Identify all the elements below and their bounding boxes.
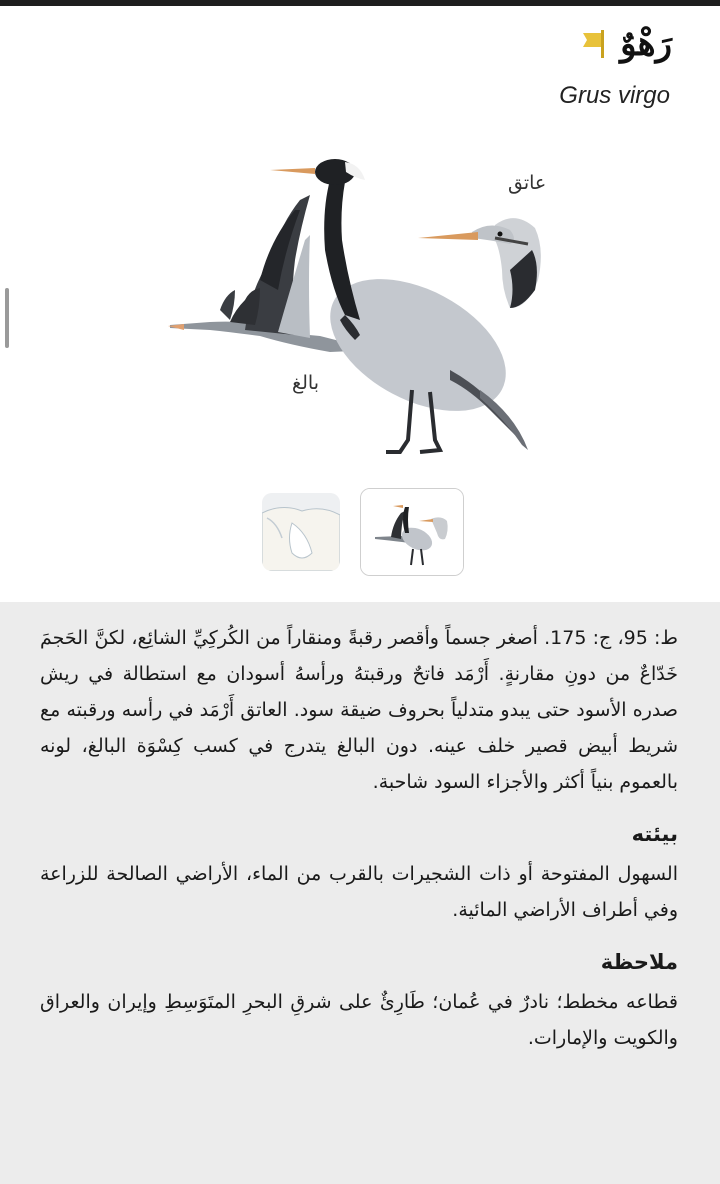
adult-label: بالغ	[292, 372, 319, 394]
habitat-body: السهول المفتوحة أو ذات الشجيرات بالقرب من الماء، الأراضي الصالحة للزراعة وفي أطراف الأراضي المائية.	[40, 863, 678, 921]
note-title: ملاحظة	[600, 950, 678, 974]
species-content	[40, 620, 678, 1056]
crane-illustration	[150, 140, 570, 475]
bird-thumbnail-image	[361, 489, 464, 576]
species-latin-name: Grus virgo	[559, 82, 670, 109]
juvenile-label: عاتق	[508, 172, 547, 194]
species-description: ط: 95، ج: 175. أصغر جسماً وأقصر رقبةً ومنقاراً من الكُركِيِّ الشائِع، لكنَّ الحَجمَ خَدّاعٌ من دونِ مقارنةٍ. أَرْمَد فاتحٌ ورقبتهُ ورأسهُ أسودان مع استطالة في ريش صدره الأسود حتى يبدو متدلياً بحروف ضيقة سود. العاتق أَرْمَد في رأسه ورقبته مع شريط أبيض قصير خلف عينه. دون البالغ يتدرج في كسب كِسْوَة البالغ، لونه بالعموم بنياً أكثر والأجزاء السود شاحبة.	[40, 627, 678, 793]
flag-icon[interactable]	[580, 29, 608, 59]
species-arabic-name: رَهْوٌ	[620, 24, 672, 64]
title-row	[580, 24, 672, 64]
image-thumbnails	[262, 488, 464, 576]
scroll-indicator[interactable]	[5, 288, 9, 348]
habitat-title: بيئته	[631, 822, 678, 846]
map-thumbnail-image	[262, 493, 340, 571]
bird-thumbnail[interactable]	[360, 488, 464, 576]
note-body: قطاعه مخطط؛ نادرٌ في عُمان؛ طَارِئٌ على شرقِ البحرِ المتَوَسِطِ وإيران والعراق والكويت والإمارات.	[40, 991, 678, 1049]
map-thumbnail[interactable]	[262, 493, 340, 571]
